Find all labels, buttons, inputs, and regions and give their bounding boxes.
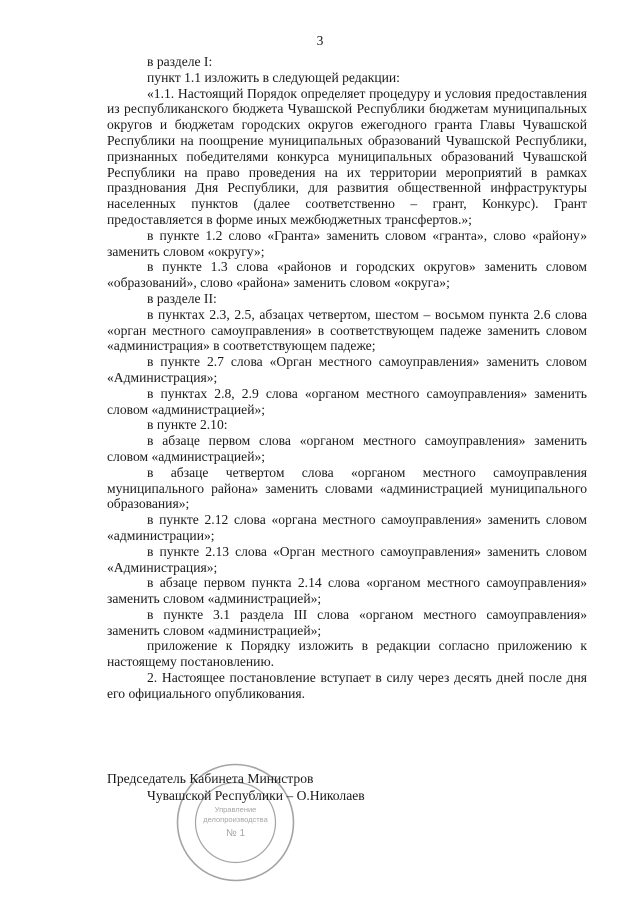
paragraph: 2. Настоящее постановление вступает в силу через десять дней после дня его официального опубликования. bbox=[107, 670, 587, 701]
paragraph: в абзаце первом пункта 2.14 слова «органом местного самоуправления» заменить словом «администрацией»; bbox=[107, 575, 587, 607]
paragraph: в разделе I: bbox=[147, 54, 213, 69]
paragraph: в пункте 1.3 слова «районов и городских округов» заменить словом «образований», слово «района» заменить словом «округа»; bbox=[107, 259, 587, 291]
paragraph: в пункте 1.2 слово «Гранта» заменить словом «гранта», слово «району» заменить словом «округу»; bbox=[107, 227, 587, 259]
seal-inner-line: № 1 bbox=[225, 828, 246, 839]
page-number: 3 bbox=[316, 33, 324, 48]
paragraph: в пункте 2.13 слова «Орган местного самоуправления» заменить словом «Администрация»; bbox=[107, 543, 587, 575]
paragraph: в пунктах 2.8, 2.9 слова «органом местного самоуправления» заменить словом «администрацией»; bbox=[107, 385, 587, 417]
signature-block bbox=[107, 770, 587, 804]
paragraph: в абзаце первом слова «органом местного самоуправления» заменить словом «администрацией»; bbox=[107, 433, 587, 464]
paragraph: пункт 1.1 изложить в следующей редакции: bbox=[147, 69, 400, 85]
paragraph: «1.1. Настоящий Порядок определяет процедуру и условия предоставления из республиканского бюджета Чувашской Республики бюджетам муниципальных округов и бюджетам городских округов ежегодного гранта Главы Чувашской Республики на поощрение муниципальных образований Чувашской Республики, признанных победителями конкурса муниципальных образований Чувашской Республики на право проведения на их территории мероприятий в рамках празднования Дня Республики, для развития общественной инфраструктуры населенных пунктов (далее соответственно – грант, Конкурс). Грант предоставляется в форме иных межбюджетных трансфертов.»; bbox=[107, 85, 587, 227]
paragraph: в пункте 2.7 слова «Орган местного самоуправления» заменить словом «Администрация»; bbox=[107, 354, 587, 385]
signatory-title: Председатель Кабинета Министров bbox=[107, 771, 314, 786]
paragraph: приложение к Порядку изложить в редакции согласно приложению к настоящему постановлению. bbox=[107, 638, 587, 670]
document-body bbox=[107, 54, 587, 702]
seal-inner-line: Управление bbox=[214, 805, 257, 814]
paragraph: в разделе II: bbox=[147, 290, 217, 306]
paragraph: в пункте 3.1 раздела III слова «органом местного самоуправления» заменить словом «администрацией»; bbox=[107, 606, 587, 638]
paragraph: в пункте 2.10: bbox=[147, 417, 228, 433]
paragraph: в пункте 2.12 слова «органа местного самоуправления» заменить словом «администрации»; bbox=[107, 512, 587, 543]
paragraph: в пунктах 2.3, 2.5, абзацах четвертом, шестом – восьмом пункта 2.6 слова «орган местного самоуправления» в соответствующем падеже заменить словом «администрация» в соответствующем падеже; bbox=[107, 306, 587, 354]
signatory-name: Чувашской Республики – О.Николаев bbox=[147, 788, 365, 803]
seal-inner-line: делопроизводства bbox=[203, 815, 268, 824]
paragraph: в абзаце четвертом слова «органом местного самоуправления муниципального района» заменить словами «администрацией муниципального образования»; bbox=[107, 464, 587, 512]
